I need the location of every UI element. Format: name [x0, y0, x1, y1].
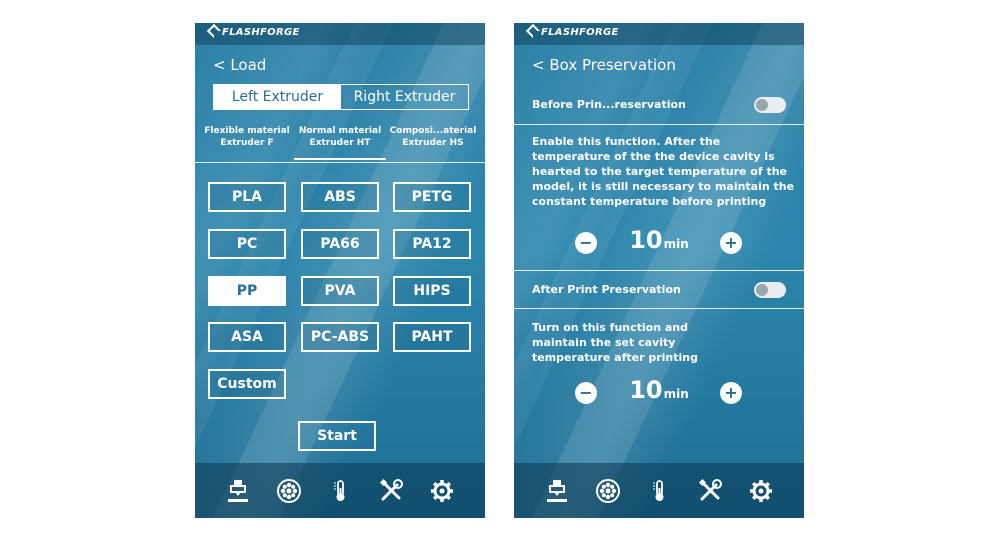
brand-text: FLASHFORGE [222, 27, 300, 38]
tools-icon[interactable] [378, 478, 404, 504]
divider [514, 124, 804, 125]
tab-left-extruder[interactable]: Left Extruder [214, 85, 341, 109]
before-value-display [629, 226, 689, 254]
material-custom-button[interactable]: Custom [208, 369, 286, 399]
before-decrement-button[interactable]: − [575, 232, 597, 254]
back-button[interactable]: < Load [213, 56, 267, 74]
material-pc-abs-button[interactable]: PC-ABS [301, 322, 379, 352]
back-button[interactable]: < Box Preservation [532, 56, 676, 74]
fan-icon[interactable] [276, 478, 302, 504]
material-asa-button[interactable]: ASA [208, 322, 286, 352]
material-pc-button[interactable]: PC [208, 229, 286, 259]
after-print-stepper [514, 376, 804, 410]
after-print-toggle[interactable] [754, 282, 786, 298]
tab-sublabel: Extruder F [220, 138, 274, 148]
fan-icon[interactable] [595, 478, 621, 504]
before-print-description: Enable this function. After the temperature of the the device cavity is hearted to the target temperature of the model, it is still necessary to maintain the constant temperature before printing [532, 135, 795, 208]
tab-label: Normal material [298, 126, 382, 136]
tab-right-extruder[interactable]: Right Extruder [353, 89, 456, 105]
after-print-label: After Print Preservation [532, 283, 681, 296]
bottom-nav [514, 463, 804, 518]
load-screen [195, 23, 485, 518]
brand-logo [209, 26, 300, 38]
before-unit: min [663, 237, 689, 251]
material-hips-button[interactable]: HIPS [393, 276, 471, 306]
before-print-stepper [514, 226, 804, 260]
after-value-display [629, 376, 689, 404]
material-petg-button[interactable]: PETG [393, 182, 471, 212]
settings-gear-icon[interactable] [748, 478, 774, 504]
tab-flexible-material[interactable] [199, 125, 295, 149]
tab-composite-material[interactable] [385, 125, 481, 149]
after-print-description: Turn on this function and maintain the set cavity temperature after printing [532, 321, 698, 364]
settings-gear-icon[interactable] [429, 478, 455, 504]
material-abs-button[interactable]: ABS [301, 182, 379, 212]
extruder-icon[interactable] [225, 478, 251, 504]
material-pp-button[interactable]: PP [208, 276, 286, 306]
before-print-label: Before Prin...reservation [532, 98, 686, 111]
thermometer-icon[interactable] [327, 478, 353, 504]
divider [514, 270, 804, 271]
tab-label: Composi...aterial [389, 126, 477, 136]
material-pva-button[interactable]: PVA [301, 276, 379, 306]
material-pa12-button[interactable]: PA12 [393, 229, 471, 259]
material-tabs [195, 125, 485, 165]
thermometer-icon[interactable] [646, 478, 672, 504]
tools-icon[interactable] [697, 478, 723, 504]
after-unit: min [663, 387, 689, 401]
material-pa66-button[interactable]: PA66 [301, 229, 379, 259]
after-value: 10 [629, 376, 663, 404]
before-increment-button[interactable]: + [720, 232, 742, 254]
tab-sublabel: Extruder HS [402, 138, 464, 148]
start-button[interactable]: Start [298, 421, 376, 451]
tab-sublabel: Extruder HT [309, 138, 371, 148]
tab-normal-material[interactable] [292, 125, 388, 149]
brand-bar [514, 23, 804, 45]
extruder-tabs [213, 84, 469, 110]
before-print-toggle[interactable] [754, 97, 786, 113]
extruder-icon[interactable] [544, 478, 570, 504]
before-value: 10 [629, 226, 663, 254]
brand-text: FLASHFORGE [541, 27, 619, 38]
divider [195, 162, 485, 163]
box-preservation-screen [514, 23, 804, 518]
brand-bar [195, 23, 485, 45]
material-pla-button[interactable]: PLA [208, 182, 286, 212]
tab-label: Flexible material [204, 126, 290, 136]
brand-logo [528, 26, 619, 38]
after-increment-button[interactable]: + [720, 382, 742, 404]
material-paht-button[interactable]: PAHT [393, 322, 471, 352]
divider [514, 308, 804, 309]
after-decrement-button[interactable]: − [575, 382, 597, 404]
bottom-nav [195, 463, 485, 518]
